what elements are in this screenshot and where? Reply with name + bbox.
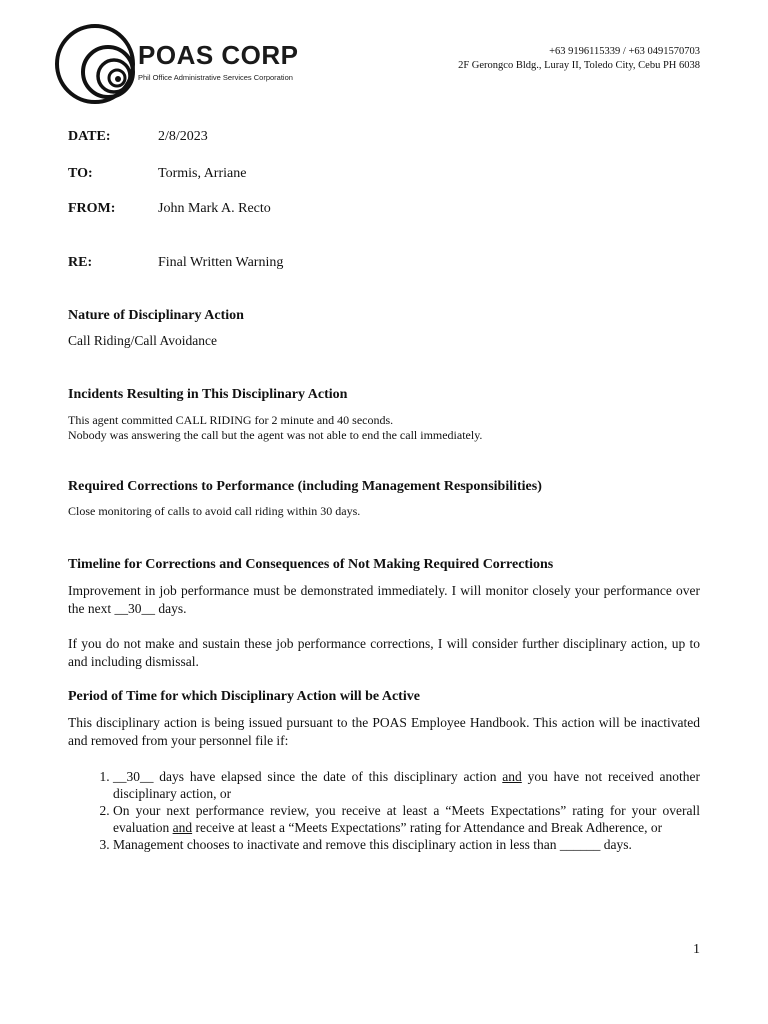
timeline-paragraph-2: If you do not make and sustain these job performance corrections, I will consider further disciplinary action, up to and including dismissal. — [68, 636, 700, 669]
timeline-p1-text-b: days. — [155, 601, 187, 616]
period-heading: Period of Time for which Disciplinary Action will be Active — [68, 689, 420, 704]
re-label: RE: — [68, 255, 93, 270]
item1-and: and — [502, 769, 522, 784]
company-logo — [55, 18, 305, 108]
brand-subtitle: Phil Office Administrative Services Corporation — [138, 73, 293, 82]
to-label: TO: — [68, 166, 93, 181]
period-text: This disciplinary action is being issued pursuant to the POAS Employee Handbook. This action will be inactivated and removed from your personnel file if: — [68, 715, 700, 748]
date-label: DATE: — [68, 129, 111, 144]
page-number: 1 — [693, 942, 700, 957]
from-label: FROM: — [68, 201, 116, 216]
contact-info — [458, 45, 700, 73]
incidents-line-2: Nobody was answering the call but the agent was not able to end the call immediately. — [68, 428, 483, 442]
timeline-heading: Timeline for Corrections and Consequences of Not Making Required Corrections — [68, 557, 554, 572]
address: 2F Gerongco Bldg., Luray II, Toledo City, Cebu PH 6038 — [458, 60, 700, 71]
list-item — [113, 836, 700, 853]
conditions-list — [68, 768, 700, 853]
incidents-heading: Incidents Resulting in This Disciplinary Action — [68, 387, 348, 402]
timeline-paragraph-1 — [68, 582, 700, 618]
re-value: Final Written Warning — [158, 255, 284, 270]
item2-text-a: On your next performance review, you receive at least a “Meets Expectations” rating for your overall evaluation — [113, 803, 700, 835]
item1-text-a: days have elapsed since the date of this disciplinary action — [153, 769, 503, 784]
from-value: John Mark A. Recto — [158, 201, 271, 216]
item2-and: and — [172, 820, 193, 835]
nature-text: Call Riding/Call Avoidance — [68, 333, 217, 348]
date-value: 2/8/2023 — [158, 129, 208, 144]
incidents-line-1: This agent committed CALL RIDING for 2 minute and 40 seconds. — [68, 413, 394, 427]
phone-numbers: +63 9196115339 / +63 0491570703 — [549, 46, 700, 57]
list-item — [113, 768, 700, 802]
item1-days: __30__ — [113, 769, 154, 784]
logo-circles-icon — [55, 18, 145, 108]
corrections-text: Close monitoring of calls to avoid call riding within 30 days. — [68, 504, 361, 518]
corrections-heading: Required Corrections to Performance (including Management Responsibilities) — [68, 479, 542, 494]
list-item — [113, 802, 700, 836]
brand-name: POAS CORP — [138, 40, 299, 70]
timeline-p1-days: __30__ — [114, 601, 155, 616]
item3-text: Management chooses to inactivate and remove this disciplinary action in less than ______ days. — [113, 837, 632, 852]
to-value: Tormis, Arriane — [158, 166, 247, 181]
item1-text-b: you have not received another disciplinary action, or — [113, 769, 700, 801]
item2-text-b: receive at least a “Meets Expectations” rating for Attendance and Break Adherence, or — [192, 820, 663, 835]
nature-heading: Nature of Disciplinary Action — [68, 308, 244, 323]
timeline-p1-text-a: Improvement in job performance must be demonstrated immediately. I will monitor closely your performance over the next — [68, 583, 700, 616]
